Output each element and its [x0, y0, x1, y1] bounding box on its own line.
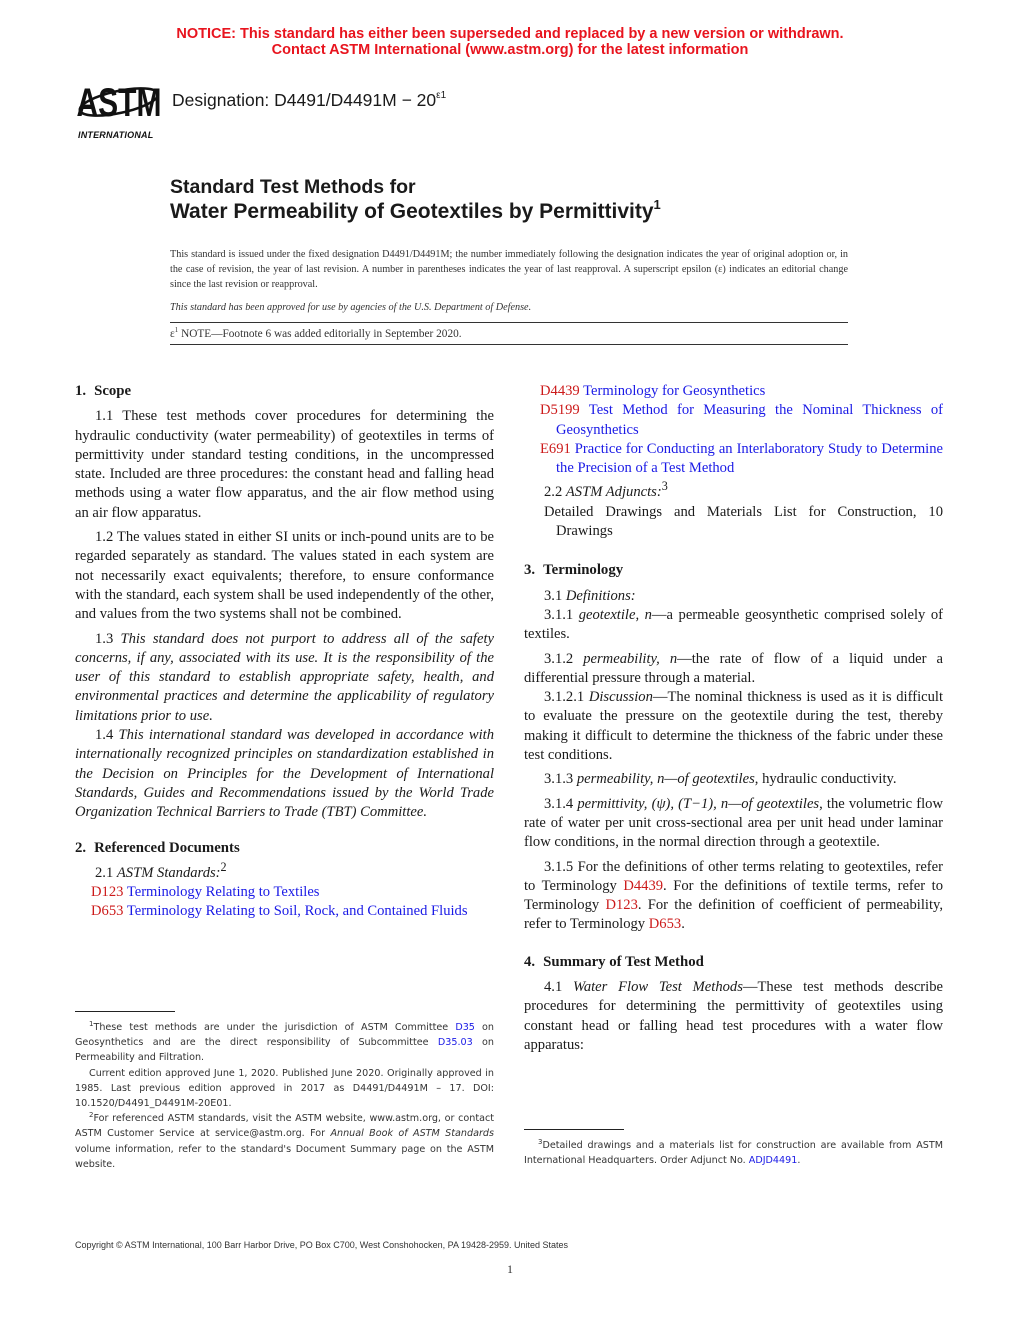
link-d123[interactable]: D123 — [605, 897, 638, 914]
designation-epsilon: ε1 — [436, 90, 447, 101]
adjunct-item: Detailed Drawings and Materials List for Construction, 10 Drawings — [544, 503, 943, 540]
para-text: 3.1.5 For the definitions of other terms relating to geotextiles, refer to Terminology — [524, 858, 943, 894]
link-d4439[interactable]: D4439 — [623, 877, 664, 894]
footnote-1 — [75, 1020, 494, 1066]
astm-globe-icon — [74, 72, 164, 132]
paragraph-2-2 — [524, 479, 943, 502]
para-text: . For the definition of coefficient of permeability, refer to Terminology — [524, 897, 943, 933]
para-number: 3.1 — [544, 587, 566, 604]
section-number: 1. — [75, 383, 87, 399]
footnote-text: These test methods are under the jurisdiction of ASTM Committee — [93, 1022, 456, 1033]
paragraph-1-4 — [75, 726, 494, 822]
paragraph-1-2: 1.2 The values stated in either SI units or inch-pound units are to be regarded separately as standard. The values stated in each system are not necessarily exact equivalents; therefore, to ensure conformance with the standard, each system shall be used independently of the other, and values from the two systems shall not be combined. — [75, 529, 494, 623]
title-line-1: Standard Test Methods for — [170, 176, 416, 198]
defined-term: geotextile, n — [578, 606, 652, 623]
footnote-mark: 3 — [661, 479, 668, 494]
footnote-mark: 1 — [89, 1019, 94, 1028]
footnotes-right — [524, 1129, 943, 1168]
reference-code[interactable]: D4439 — [540, 383, 580, 399]
footnote-italic: Annual Book of ASTM Standards — [330, 1128, 494, 1140]
paragraph-3-1-2 — [524, 650, 943, 689]
paragraph-3-1-3 — [524, 770, 943, 789]
reference-code[interactable]: D5199 — [540, 402, 580, 419]
para-number: 3.1.4 — [544, 795, 578, 812]
copyright-line: Copyright © ASTM International, 100 Barr Harbor Drive, PO Box C700, West Conshohocken, PA 19428-2959. United States — [75, 1240, 569, 1250]
para-text: , hydraulic conductivity. — [754, 771, 897, 788]
para-text: —a permeable geosynthetic comprised solely of textiles. — [524, 606, 943, 643]
title-line-2 — [170, 199, 661, 225]
right-column — [524, 382, 943, 1060]
para-number: 3.1.3 — [544, 771, 577, 788]
reference-d653[interactable] — [75, 902, 494, 921]
defined-term: permittivity, (ψ), (T−1), n—of geotextiles — [577, 795, 820, 812]
note-text: NOTE—Footnote 6 was added editorially in September 2020. — [178, 328, 462, 340]
section-title: Scope — [94, 383, 132, 399]
para-number: 1.4 — [95, 727, 119, 744]
page-number: 1 — [507, 1262, 513, 1276]
reference-title[interactable]: Practice for Conducting an Interlaboratory Study to Determine the Precision of a Test Method — [556, 440, 944, 477]
para-text: ASTM Standards: — [116, 864, 221, 881]
para-text: . — [681, 916, 685, 933]
adjunct-adjd4491-link[interactable]: ADJD4491 — [748, 1155, 798, 1167]
section-number: 4. — [524, 953, 536, 970]
para-number: 2.1 — [95, 864, 117, 881]
reference-d4439[interactable] — [524, 382, 943, 401]
defined-term: permeability, n — [583, 650, 678, 667]
section-heading-referenced — [75, 839, 494, 858]
para-text: This international standard was developed in accordance with internationally recognized principles on standardization established in the Decision on Principles for the Development of International Standards, Guides and Recommendations issued by the World Trade Organization Technical Barriers to Trade (TBT) Committee. — [75, 727, 495, 821]
footnote-3 — [524, 1138, 943, 1168]
reference-code[interactable]: E691 — [540, 440, 571, 457]
reference-e691[interactable] — [524, 440, 943, 479]
withdrawn-notice — [0, 26, 1020, 58]
footnote-text: . — [797, 1155, 801, 1167]
footnote-2 — [75, 1111, 494, 1172]
section-heading-scope — [75, 382, 494, 401]
svg-text:ASTM: ASTM — [76, 80, 162, 126]
para-text: ASTM Adjuncts: — [565, 484, 662, 501]
left-column — [75, 382, 494, 922]
paragraph-1-1: 1.1 These test methods cover procedures for determining the hydraulic conductivity (water permeability) of geotextiles in terms of permittivity under standard testing conditions, in the uncompressed state. Included are three procedures: the constant head and falling head methods using a water flow apparatus, and the air flow method using an air flow apparatus. — [75, 408, 494, 521]
para-text: —These test methods describe procedures for determining the permittivity of geotextiles using constant head or falling head test procedures with a water flow apparatus: — [524, 979, 943, 1053]
defined-term: Discussion — [588, 689, 653, 706]
note-epsilon: ε — [170, 328, 175, 340]
footnote-edition: Current edition approved June 1, 2020. Published June 2020. Originally approved in 1985. Last previous edition approved in 2017 as D4491/D4491M – 17. DOI: 10.1520/D4491_D4491M-20E01. — [75, 1067, 494, 1110]
section-heading-summary — [524, 953, 943, 972]
paragraph-1-3 — [75, 630, 494, 726]
notice-line-2: Contact ASTM International (www.astm.org) for the latest information — [271, 42, 749, 58]
reference-code[interactable]: D123 — [91, 884, 124, 901]
footnote-mark: 2 — [89, 1111, 94, 1120]
footnote-mark: 3 — [538, 1137, 543, 1146]
committee-d35-link[interactable]: D35 — [455, 1022, 475, 1033]
paragraph-3-1 — [524, 587, 943, 606]
footnote-text: on Geosynthetics and are the direct responsibility of Subcommittee — [75, 1022, 494, 1049]
paragraph-3-1-4 — [524, 795, 943, 853]
reference-d5199[interactable] — [524, 401, 943, 440]
para-number: 3.1.2.1 — [544, 689, 589, 706]
footnote-divider — [75, 1011, 175, 1012]
paragraph-3-1-2-1 — [524, 688, 943, 765]
section-title: Terminology — [543, 562, 624, 579]
title-line-2-text: Water Permeability of Geotextiles by Permittivity — [170, 200, 654, 223]
defined-term: Water Flow Test Methods — [573, 979, 743, 996]
designation — [172, 90, 446, 111]
subcommittee-d35-03-link[interactable]: D35.03 — [437, 1037, 473, 1049]
footnote-text: volume information, refer to the standard's Document Summary page on the ASTM website. — [75, 1143, 494, 1170]
para-number: 3.1.2 — [544, 650, 584, 667]
footnote-text: on Permeability and Filtration. — [75, 1037, 494, 1064]
para-text: , the volumetric flow rate of water per unit cross-sectional area per unit head under laminar flow conditions, in the normal direction through a geotextile. — [524, 795, 943, 851]
issued-statement: This standard is issued under the fixed designation D4491/D4491M; the number immediately following the designation indicates the year of original adoption or, in the case of revision, the year of last revision. A number in parentheses indicates the year of last reapproval. A superscript epsilon (ε) indicates an editorial change since the last revision or reapproval. — [170, 249, 848, 290]
title-footnote-mark: 1 — [653, 197, 661, 212]
para-number: 2.2 — [544, 484, 566, 501]
note-sup: 1 — [174, 326, 179, 335]
paragraph-4-1 — [524, 978, 943, 1055]
section-number: 3. — [524, 562, 536, 579]
reference-title[interactable]: Terminology Relating to Textiles — [126, 884, 320, 901]
reference-code[interactable]: D653 — [91, 903, 124, 920]
section-title: Summary of Test Method — [543, 953, 704, 970]
section-heading-terminology — [524, 561, 943, 580]
document-title — [170, 175, 661, 225]
footnote-mark: 2 — [220, 859, 227, 874]
footnotes-left — [75, 1011, 494, 1172]
reference-d123[interactable] — [75, 883, 494, 902]
footnote-text: Detailed drawings and a materials list for construction are available from ASTM International Headquarters. Order Adjunct No. — [524, 1140, 943, 1167]
logo-international-label: INTERNATIONAL — [78, 130, 154, 140]
footnote-text: For referenced ASTM standards, visit the ASTM website, www.astm.org, or contact ASTM Customer Service at service@astm.org. For — [75, 1113, 494, 1140]
footnote-divider — [524, 1129, 624, 1130]
astm-logo — [74, 72, 164, 144]
reference-title[interactable]: Terminology Relating to Soil, Rock, and Contained Fluids — [126, 903, 468, 920]
reference-title[interactable]: Terminology for Geosynthetics — [583, 383, 766, 399]
para-number: 1.3 — [95, 630, 121, 647]
para-text: This standard does not purport to address all of the safety concerns, if any, associated with its use. It is the responsibility of the user of this standard to establish appropriate safety, health, and environmental practices and determine the applicability of regulatory limitations prior to use. — [75, 630, 494, 724]
paragraph-3-1-5 — [524, 858, 943, 935]
notice-line-1: NOTICE: This standard has either been superseded and replaced by a new version or withdrawn. — [176, 26, 844, 42]
para-text: —the rate of flow of a liquid under a differential pressure through a material. — [524, 650, 943, 686]
defined-term: permeability, n—of geotextiles — [576, 771, 755, 788]
dod-approval: This standard has been approved for use by agencies of the U.S. Department of Defense. — [170, 302, 532, 313]
editorial-note — [170, 322, 848, 345]
paragraph-3-1-1 — [524, 606, 943, 645]
para-number: 4.1 — [544, 979, 574, 996]
para-text: —The nominal thickness is used as it is difficult to evaluate the pressure on the geotextile during the test, thereby making it difficult to determine the thickness of the fabric under these test conditions. — [524, 689, 944, 764]
link-d653[interactable]: D653 — [648, 916, 682, 933]
reference-title[interactable]: Test Method for Measuring the Nominal Thickness of Geosynthetics — [556, 402, 943, 438]
para-number: 3.1.1 — [544, 606, 579, 623]
paragraph-2-1 — [75, 859, 494, 883]
section-number: 2. — [75, 839, 87, 856]
para-text: Definitions: — [565, 587, 636, 604]
section-title: Referenced Documents — [94, 839, 240, 856]
designation-text: Designation: D4491/D4491M − 20 — [172, 90, 437, 110]
para-text: . For the definitions of textile terms, refer to Terminology — [524, 877, 943, 914]
